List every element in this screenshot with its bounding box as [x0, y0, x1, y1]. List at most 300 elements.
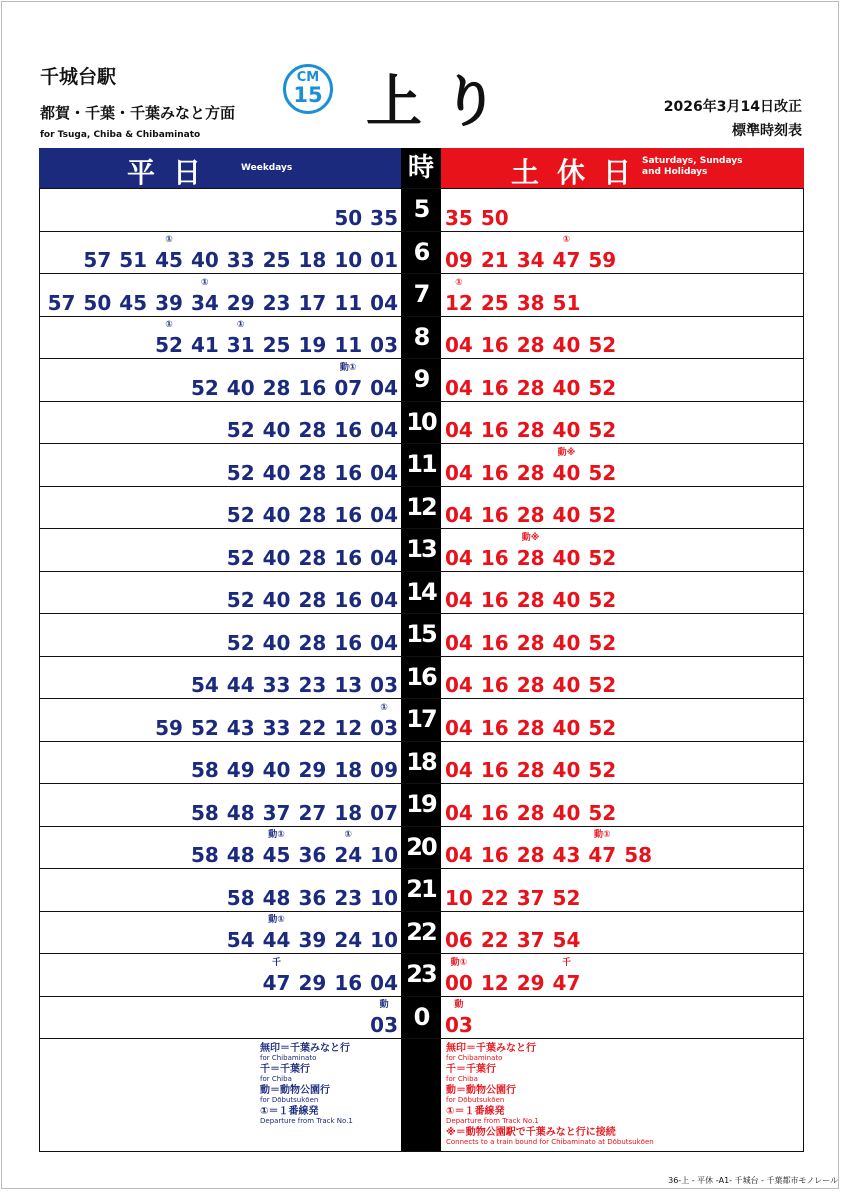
departure-minute [334, 886, 362, 910]
minute-value: 52 [588, 630, 617, 655]
departure-minute [517, 376, 545, 400]
minute-value: 48 [226, 843, 255, 867]
legend-text: 無印＝千葉みなと行 [260, 1043, 350, 1054]
minute-value: 45 [155, 248, 183, 272]
timetable-row [40, 443, 803, 486]
departure-minute [334, 291, 362, 315]
weekday-cell [40, 827, 401, 869]
holiday-cell [441, 912, 803, 954]
timetable-row [40, 401, 803, 444]
minute-value: 04 [370, 545, 398, 570]
minute-value: 18 [334, 800, 363, 825]
minute-value: 52 [588, 758, 617, 782]
legend-text-en: for Chibaminato [446, 1054, 503, 1062]
minute-value: 40 [552, 630, 581, 655]
minute-value: 59 [155, 715, 183, 740]
minute-value: 47 [588, 843, 617, 867]
departure-minute [263, 716, 291, 740]
departure-minute [263, 758, 291, 782]
departure-minute [481, 291, 509, 315]
departure-minute [517, 928, 545, 952]
holiday-minutes [445, 588, 616, 612]
minute-value: 52 [226, 545, 255, 570]
holiday-title: 土休日 [511, 156, 650, 189]
minute-value: 10 [370, 843, 398, 867]
minute-value: 31 [226, 333, 255, 357]
legend-item [260, 1064, 353, 1083]
minute-value: 48 [262, 885, 291, 910]
departure-minute [370, 673, 398, 697]
weekday-cell [40, 487, 401, 529]
departure-minute [517, 248, 545, 272]
timetable-row [40, 613, 803, 656]
departure-minute [517, 801, 545, 825]
minute-value: 36 [298, 843, 327, 867]
minute-value: 22 [480, 928, 509, 952]
holiday-minutes [445, 376, 616, 400]
departure-minute [334, 546, 362, 570]
departure-minute [262, 830, 291, 867]
holiday-minutes [445, 1000, 473, 1037]
holiday-minutes [445, 957, 581, 995]
departure-minute [481, 673, 509, 697]
minute-value: 28 [516, 715, 545, 740]
minute-value: 16 [334, 630, 363, 655]
minute-value: 18 [298, 248, 327, 272]
hour-cell: 0 [401, 997, 441, 1039]
minute-value: 45 [262, 843, 291, 867]
timetable-row [40, 996, 803, 1039]
holiday-cell [441, 869, 803, 911]
weekday-cell [40, 614, 401, 656]
minute-value: 40 [552, 375, 581, 400]
minute-value: 44 [226, 673, 255, 697]
departure-minute [481, 248, 509, 272]
weekday-cell [40, 444, 401, 486]
departure-minute [191, 333, 219, 357]
departure-minute [588, 588, 616, 612]
departure-minute [334, 673, 362, 697]
departure-minute [370, 546, 398, 570]
weekday-title-en: Weekdays [241, 163, 293, 173]
station-number-badge [283, 64, 333, 114]
departure-minute [481, 631, 509, 655]
minute-value: 28 [298, 630, 327, 655]
departure-minute [445, 546, 473, 570]
train-mark: 動① [339, 362, 357, 373]
departure-minute [227, 376, 255, 400]
departure-minute [262, 957, 291, 995]
minute-value: 03 [370, 673, 398, 697]
minute-value: 28 [298, 588, 327, 612]
departure-minute [553, 631, 581, 655]
holiday-minutes [445, 801, 616, 825]
minute-value: 29 [298, 970, 327, 995]
weekday-cell [40, 274, 401, 316]
minute-value: 23 [298, 673, 327, 697]
departure-minute [119, 248, 147, 272]
holiday-cell [441, 657, 803, 699]
minute-value: 04 [445, 503, 473, 527]
departure-minute [370, 376, 398, 400]
departure-minute [445, 206, 473, 230]
legend-item [446, 1064, 654, 1083]
minute-value: 04 [445, 588, 473, 612]
holiday-minutes [445, 631, 616, 655]
minute-value: 28 [516, 333, 545, 357]
departure-minute [227, 248, 255, 272]
departure-minute [263, 333, 291, 357]
departure-minute [445, 588, 473, 612]
minute-value: 28 [262, 375, 291, 400]
minute-value: 35 [370, 205, 398, 230]
departure-minute [119, 291, 147, 315]
departure-minute [445, 886, 473, 910]
departure-minute [481, 418, 509, 442]
train-mark: 動 [379, 1000, 389, 1010]
departure-minute [191, 716, 219, 740]
weekday-cell [40, 997, 401, 1039]
minute-value: 04 [370, 970, 398, 995]
hour-cell: 14 [401, 572, 441, 614]
hour-cell: 18 [401, 742, 441, 784]
weekday-minutes [227, 503, 398, 527]
legend-text: ①＝１番線発 [446, 1106, 505, 1117]
minute-value: 16 [334, 588, 363, 612]
legend-text: 動＝動物公園行 [446, 1085, 516, 1096]
departure-minute [227, 503, 255, 527]
hour-cell: 19 [401, 784, 441, 826]
departure-minute [516, 532, 545, 570]
departure-minute [191, 248, 219, 272]
departure-minute [517, 333, 545, 357]
departure-minute [227, 673, 255, 697]
train-mark: ① [165, 235, 173, 245]
departure-minute [445, 843, 473, 867]
holiday-cell [441, 742, 803, 784]
minute-value: 57 [47, 290, 76, 315]
departure-minute [517, 758, 545, 782]
departure-minute [481, 333, 509, 357]
hour-cell: 23 [401, 954, 441, 996]
departure-minute [227, 631, 255, 655]
minute-value: 18 [334, 758, 363, 782]
minute-value: 47 [262, 970, 291, 995]
minute-value: 28 [516, 503, 545, 527]
departure-minute [298, 928, 326, 952]
departure-minute [588, 376, 616, 400]
departure-minute [263, 503, 291, 527]
minute-value: 52 [226, 630, 255, 655]
minute-value: 37 [516, 928, 545, 952]
revision-date: 2026年3月14日改正 [663, 99, 802, 115]
train-mark: 動※ [521, 532, 540, 543]
departure-minute [263, 291, 291, 315]
departure-minute [588, 546, 616, 570]
weekday-minutes [226, 915, 398, 952]
timetable-rows [40, 188, 803, 1038]
departure-minute [588, 758, 616, 782]
minute-value: 04 [445, 758, 473, 782]
departure-minute [298, 588, 326, 612]
hour-cell: 8 [401, 317, 441, 359]
minute-value: 40 [262, 545, 291, 570]
weekday-cell [40, 189, 401, 231]
timetable-row [40, 826, 803, 869]
departure-minute [445, 1000, 473, 1037]
minute-value: 29 [226, 290, 255, 315]
timetable-row [40, 486, 803, 529]
holiday-cell [441, 614, 803, 656]
holiday-cell [441, 274, 803, 316]
minute-value: 28 [298, 503, 327, 527]
departure-minute [334, 928, 362, 952]
minute-value: 04 [370, 630, 398, 655]
minute-value: 50 [334, 205, 363, 230]
departure-minute [445, 928, 473, 952]
departure-minute [334, 588, 362, 612]
minute-value: 47 [552, 970, 581, 995]
departure-minute [553, 376, 581, 400]
minute-value: 13 [334, 673, 363, 697]
train-mark: ① [380, 702, 388, 713]
minute-value: 40 [262, 758, 291, 782]
departure-minute [588, 673, 616, 697]
departure-minute [227, 886, 255, 910]
holiday-minutes [445, 673, 616, 697]
minute-value: 10 [445, 885, 473, 910]
holiday-minutes [445, 503, 616, 527]
minute-value: 40 [262, 460, 291, 485]
minute-value: 04 [445, 333, 473, 357]
departure-minute [517, 291, 545, 315]
direction-label: 都賀・千葉・千葉みなと方面 [40, 104, 236, 122]
weekday-minutes [227, 588, 398, 612]
minute-value: 33 [262, 715, 291, 740]
minute-value: 25 [480, 290, 509, 315]
train-mark: ① [344, 830, 353, 840]
minute-value: 37 [516, 885, 545, 910]
departure-minute [263, 248, 291, 272]
departure-minute [227, 461, 255, 485]
minute-value: 10 [370, 928, 398, 952]
minute-value: 16 [480, 673, 509, 697]
minute-value: 58 [190, 758, 219, 782]
minute-value: 40 [552, 673, 581, 697]
minute-value: 16 [334, 418, 363, 442]
departure-minute [298, 503, 326, 527]
minute-value: 28 [516, 588, 545, 612]
legend-text-en: for Chiba [446, 1075, 478, 1083]
timetable-row [40, 188, 803, 231]
minute-value: 04 [370, 290, 398, 315]
departure-minute [481, 971, 509, 995]
departure-minute [624, 843, 652, 867]
departure-minute [552, 957, 581, 995]
holiday-title-en-2: and Holidays [642, 167, 708, 177]
departure-minute [553, 673, 581, 697]
legend-item [446, 1106, 654, 1125]
legend-hour-cell [401, 1039, 441, 1151]
minute-value: 52 [588, 460, 617, 485]
minute-value: 40 [262, 503, 291, 527]
holiday-cell [441, 402, 803, 444]
minute-value: 04 [445, 715, 473, 740]
holiday-cell [441, 699, 803, 741]
weekday-cell [40, 742, 401, 784]
weekday-minutes [155, 702, 398, 740]
holiday-title-en-1: Saturdays, Sundays [642, 156, 743, 166]
train-mark: 動① [268, 915, 285, 925]
minute-value: 35 [445, 205, 473, 230]
departure-minute [227, 716, 255, 740]
minute-value: 52 [155, 333, 183, 357]
departure-minute [445, 277, 473, 315]
departure-minute [588, 503, 616, 527]
hour-cell: 7 [401, 274, 441, 316]
minute-value: 40 [226, 375, 255, 400]
departure-minute [553, 928, 581, 952]
weekday-cell [40, 317, 401, 359]
departure-minute [445, 957, 473, 995]
hour-cell: 22 [401, 912, 441, 954]
minute-value: 28 [298, 460, 327, 485]
departure-minute [227, 546, 255, 570]
minute-value: 54 [190, 673, 219, 697]
departure-minute [298, 546, 326, 570]
hour-cell: 5 [401, 189, 441, 231]
departure-minute [517, 503, 545, 527]
departure-minute [517, 673, 545, 697]
departure-minute [517, 588, 545, 612]
departure-minute [370, 801, 398, 825]
minute-value: 10 [334, 248, 363, 272]
minute-value: 29 [298, 758, 327, 782]
departure-minute [191, 376, 219, 400]
weekday-minutes [190, 362, 398, 400]
hour-cell: 10 [401, 402, 441, 444]
departure-minute [263, 631, 291, 655]
holiday-cell [441, 189, 803, 231]
departure-minute [334, 333, 362, 357]
minute-value: 28 [516, 843, 545, 867]
hour-cell: 20 [401, 827, 441, 869]
minute-value: 52 [588, 673, 617, 697]
weekday-minutes [370, 1000, 398, 1037]
holiday-minutes [445, 886, 580, 910]
train-mark: 動※ [557, 447, 576, 458]
station-number: 15 [293, 83, 323, 107]
train-mark: 千 [561, 957, 571, 968]
holiday-cell [441, 997, 803, 1039]
minute-value: 45 [119, 290, 148, 315]
departure-minute [445, 333, 473, 357]
minute-value: 48 [226, 800, 255, 825]
timetable-row [40, 273, 803, 316]
legend-text: 千＝千葉行 [446, 1064, 496, 1075]
timetable [39, 148, 804, 1152]
departure-minute [191, 673, 219, 697]
minute-value: 58 [190, 843, 219, 867]
minute-value: 50 [83, 290, 112, 315]
departure-minute [481, 588, 509, 612]
train-mark: ① [562, 235, 571, 245]
minute-value: 07 [334, 375, 363, 400]
departure-minute [481, 206, 509, 230]
timetable-row [40, 358, 803, 401]
legend-item [260, 1043, 353, 1062]
minute-value: 52 [226, 418, 255, 442]
hour-cell: 12 [401, 487, 441, 529]
minute-value: 22 [298, 715, 327, 740]
departure-minute [298, 631, 326, 655]
legend-text-en: Departure from Track No.1 [446, 1117, 539, 1125]
train-mark: 千 [272, 957, 282, 968]
departure-minute [370, 702, 398, 740]
departure-minute [370, 843, 398, 867]
departure-minute [298, 418, 326, 442]
minute-value: 16 [480, 545, 509, 570]
minute-value: 58 [624, 843, 653, 867]
minute-value: 04 [370, 375, 398, 400]
departure-minute [298, 673, 326, 697]
holiday-cell [441, 954, 803, 996]
departure-minute [298, 248, 326, 272]
departure-minute [370, 588, 398, 612]
legend-text-en: for Chibaminato [260, 1054, 317, 1062]
departure-minute [370, 971, 398, 995]
minute-value: 04 [445, 843, 473, 867]
minute-value: 33 [226, 248, 255, 272]
departure-minute [227, 928, 255, 952]
minute-value: 16 [334, 503, 363, 527]
holiday-cell [441, 487, 803, 529]
departure-minute [263, 546, 291, 570]
departure-minute [334, 206, 362, 230]
minute-value: 40 [262, 418, 291, 442]
departure-minute [298, 758, 326, 782]
legend-item [446, 1085, 654, 1104]
departure-minute [445, 248, 473, 272]
minute-value: 03 [370, 333, 398, 357]
departure-minute [588, 418, 616, 442]
legend-text: ※＝動物公園駅で千葉みなと行に接続 [446, 1127, 616, 1138]
departure-minute [226, 320, 255, 357]
minute-value: 28 [516, 545, 545, 570]
minute-value: 38 [516, 290, 545, 315]
holiday-minutes [445, 532, 617, 570]
departure-minute [553, 801, 581, 825]
holiday-cell [441, 572, 803, 614]
minute-value: 12 [445, 290, 473, 315]
holiday-cell [441, 232, 803, 274]
minute-value: 17 [298, 290, 327, 315]
weekday-cell [40, 657, 401, 699]
departure-minute [298, 886, 326, 910]
legend-text-en: Connects to a train bound for Chibaminato at Dōbutsukōen [446, 1138, 654, 1146]
departure-minute [227, 418, 255, 442]
bound-title: 上り [366, 70, 518, 135]
departure-minute [263, 673, 291, 697]
minute-value: 40 [552, 545, 581, 570]
departure-minute [553, 418, 581, 442]
minute-value: 00 [445, 970, 473, 995]
train-mark: 動 [454, 1000, 464, 1010]
legend-text: 千＝千葉行 [260, 1064, 310, 1075]
legend-text-en: for Chiba [260, 1075, 292, 1083]
minute-value: 25 [262, 333, 291, 357]
train-mark: 動① [593, 830, 611, 840]
